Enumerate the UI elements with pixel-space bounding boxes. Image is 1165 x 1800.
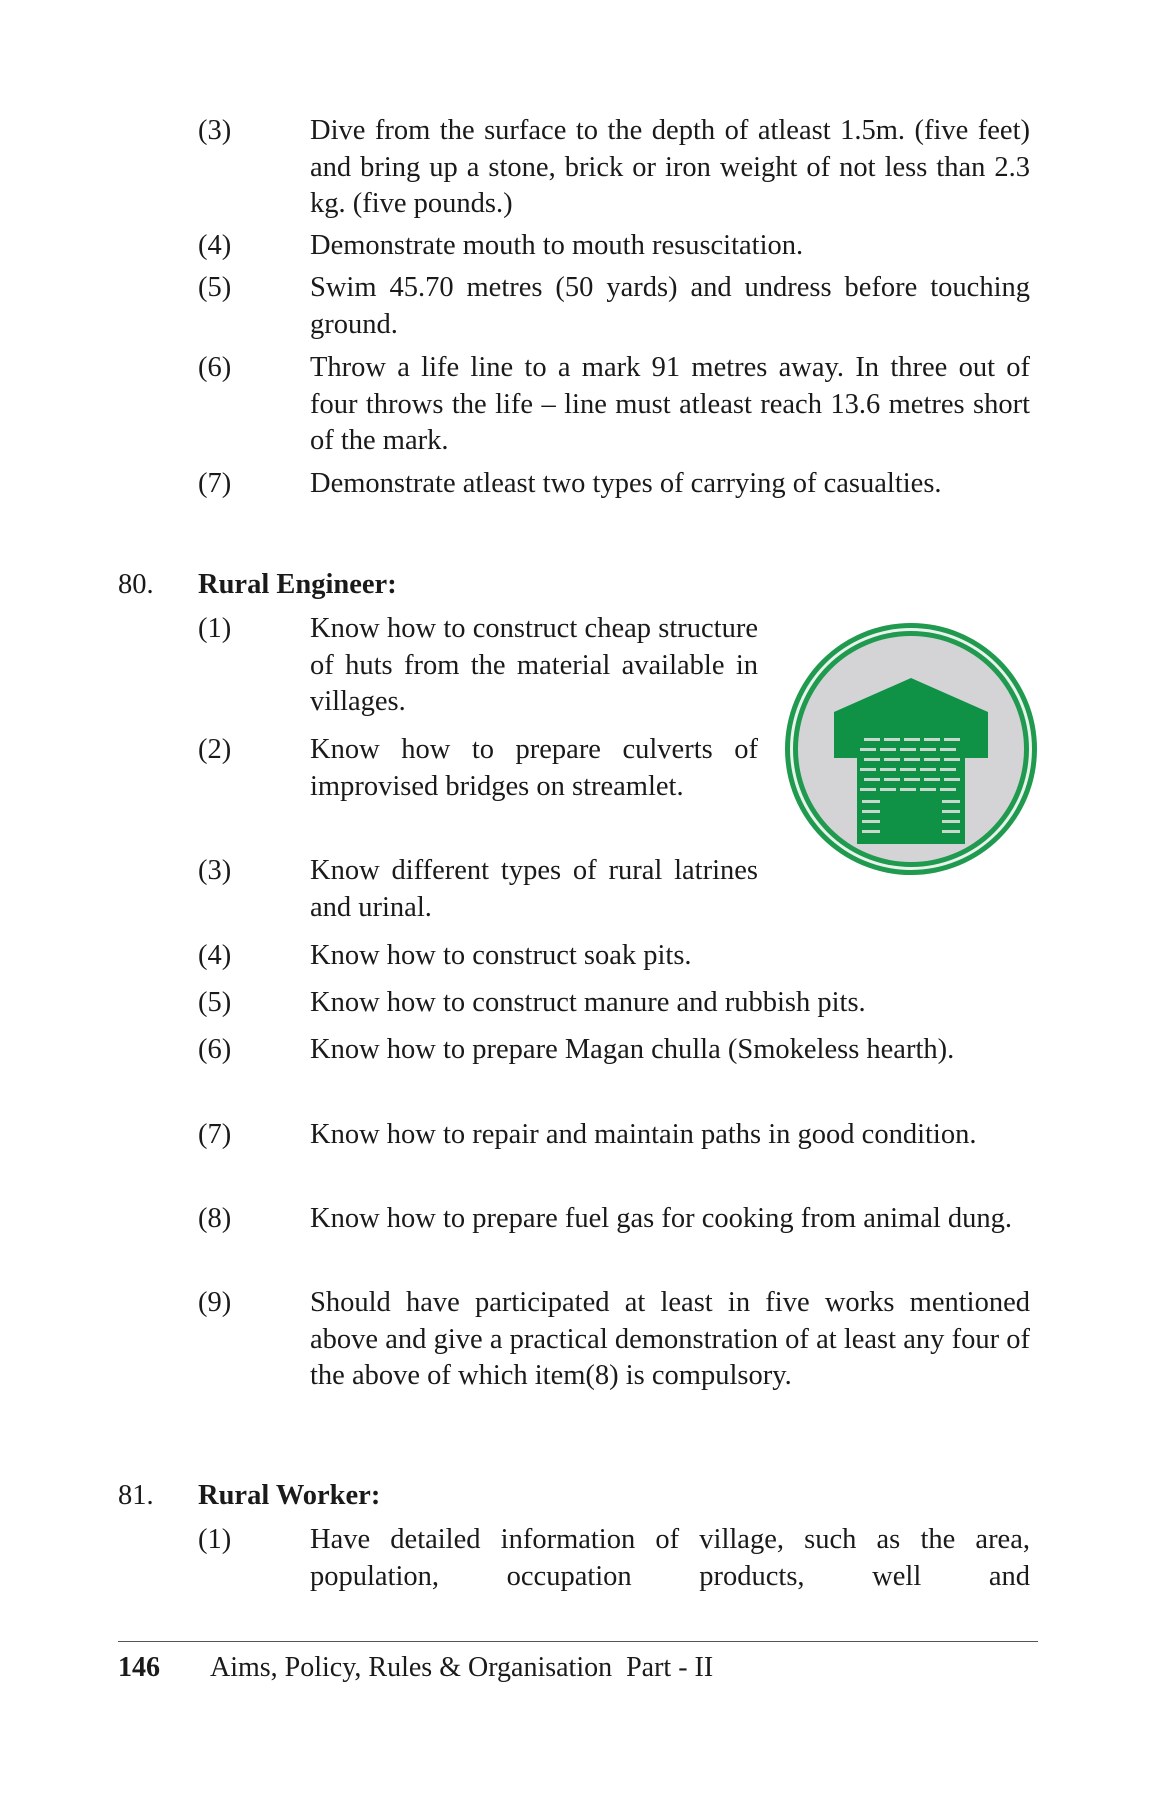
rural-engineer-badge (782, 620, 1040, 878)
item-number: (6) (198, 1034, 232, 1065)
section-number: 81. (118, 1480, 154, 1511)
item-number: (6) (198, 352, 232, 383)
item-number: (5) (198, 272, 232, 303)
list-item (198, 985, 1030, 1022)
list-item (198, 113, 1030, 223)
item-text: Demonstrate atleast two types of carrying of casualties. (310, 468, 942, 499)
item-text: Know different types of rural latrines and urinal. (310, 855, 758, 923)
section-title: Rural Worker: (198, 1480, 381, 1511)
footer-title: Aims, Policy, Rules & Organisation Part - II (210, 1652, 714, 1683)
list-item (198, 1201, 1030, 1238)
list-item (198, 1117, 1030, 1154)
list-item (198, 350, 1030, 460)
item-number: (4) (198, 940, 232, 971)
page-number: 146 (118, 1652, 160, 1683)
item-number: (7) (198, 468, 232, 499)
item-number: (2) (198, 734, 232, 765)
item-text: Demonstrate mouth to mouth resuscitation. (310, 230, 804, 261)
list-item (198, 228, 1030, 265)
list-item (198, 270, 1030, 343)
item-text: Have detailed information of village, such as the area, population, occupation products, well and (310, 1524, 1030, 1592)
item-text: Swim 45.70 metres (50 yards) and undress before touching ground. (310, 272, 1030, 340)
section-title: Rural Engineer: (198, 569, 397, 600)
item-number: (8) (198, 1203, 232, 1234)
item-number: (1) (198, 1524, 232, 1555)
item-text: Should have participated at least in five works mentioned above and give a practical demonstration of at least any four of the above of which item(8) is compulsory. (310, 1287, 1030, 1391)
footer-divider (118, 1641, 1038, 1642)
section-number: 80. (118, 569, 154, 600)
item-text: Know how to repair and maintain paths in good condition. (310, 1119, 977, 1150)
item-text: Know how to construct cheap structure of huts from the material available in villages. (310, 613, 758, 717)
list-item (198, 853, 758, 926)
section-heading-81 (118, 1478, 380, 1514)
section-heading-80 (118, 567, 397, 603)
item-number: (1) (198, 613, 232, 644)
list-item (198, 1285, 1030, 1395)
brick-hut-icon (782, 620, 1040, 878)
item-number: (7) (198, 1119, 232, 1150)
item-number: (9) (198, 1287, 232, 1318)
list-item (198, 466, 1030, 503)
item-number: (5) (198, 987, 232, 1018)
list-item (198, 732, 758, 805)
item-text: Know how to prepare fuel gas for cooking from animal dung. (310, 1203, 1013, 1234)
item-number: (4) (198, 230, 232, 261)
item-number: (3) (198, 855, 232, 886)
list-item (198, 1032, 1030, 1069)
item-text: Know how to construct manure and rubbish pits. (310, 987, 866, 1018)
list-item (198, 611, 758, 721)
item-number: (3) (198, 115, 232, 146)
list-item (198, 938, 1030, 975)
item-text: Know how to prepare Magan chulla (Smokeless hearth). (310, 1034, 955, 1065)
item-text: Know how to prepare culverts of improvised bridges on streamlet. (310, 734, 758, 802)
item-text: Dive from the surface to the depth of atleast 1.5m. (five feet) and bring up a stone, brick or iron weight of not less than 2.3 kg. (five pounds.) (310, 115, 1030, 219)
page-footer (118, 1651, 713, 1685)
list-item (198, 1522, 1030, 1595)
item-text: Know how to construct soak pits. (310, 940, 692, 971)
item-text: Throw a life line to a mark 91 metres away. In three out of four throws the life – line must atleast reach 13.6 metres short of the mark. (310, 352, 1030, 456)
